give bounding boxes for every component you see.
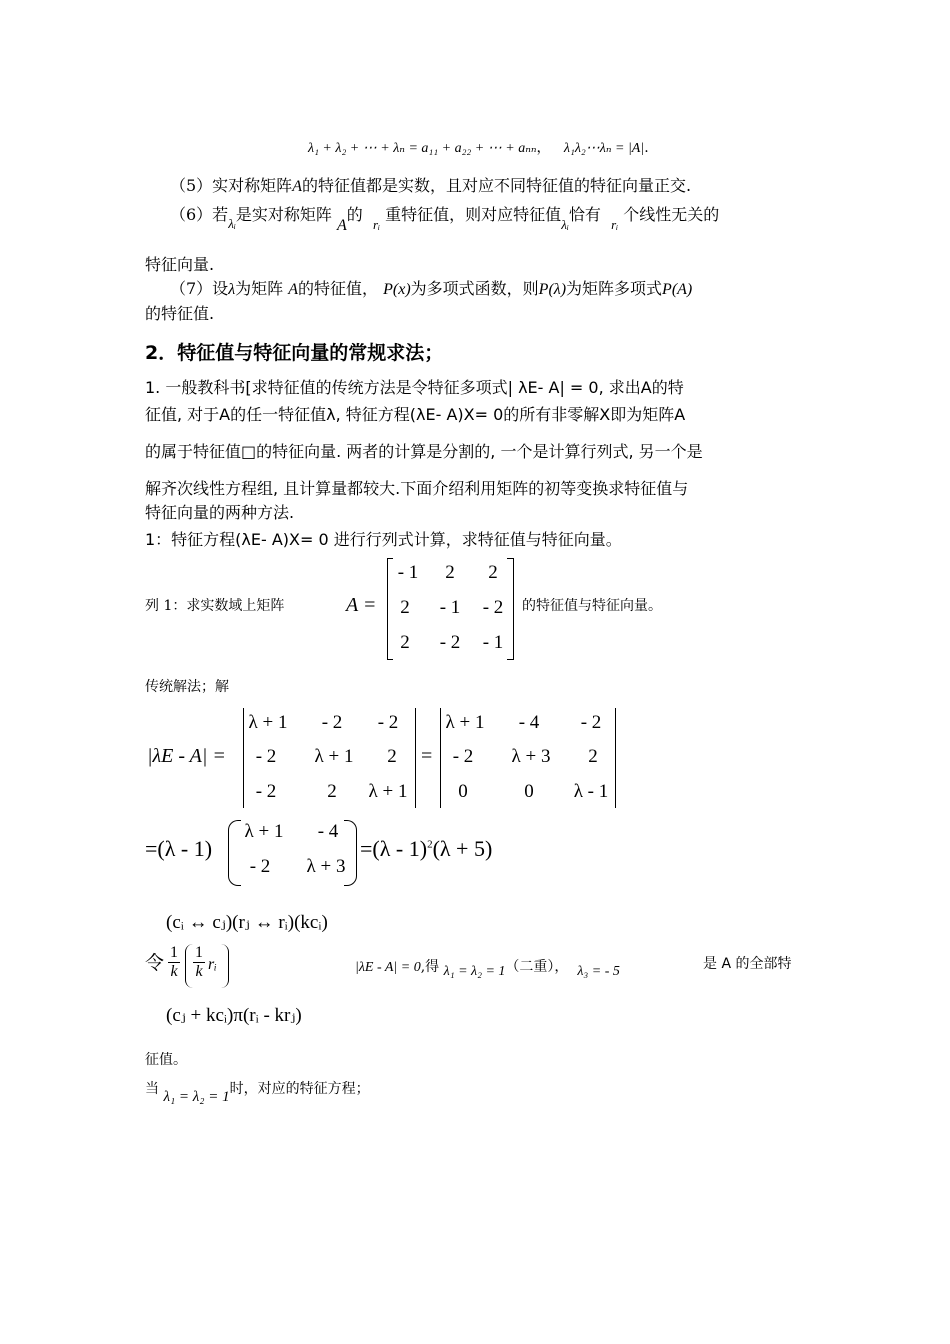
last-dang: 当 bbox=[145, 1081, 159, 1097]
para1-line1: 1. 一般教科书[求特征值的传统方法是令特征多项式| λE- A| = 0, 求出A的特 bbox=[145, 378, 684, 397]
property-7-line2: 的特征值. bbox=[145, 304, 215, 323]
m22: - 1 bbox=[439, 597, 461, 618]
frac-paren bbox=[185, 944, 229, 988]
p6-text-b: 是实对称矩阵 bbox=[235, 205, 332, 224]
p7-text-a: （7）设 bbox=[170, 279, 229, 298]
d1-21: - 2 bbox=[255, 746, 277, 767]
m12: 2 bbox=[445, 562, 455, 583]
example-matrix bbox=[393, 560, 513, 660]
method-1: 1：特征方程(λE- A)X= 0 进行行列式计算，求特征值与特征向量。 bbox=[145, 530, 622, 549]
last-lambda12: λ₁ = λ₂ = 1 bbox=[163, 1089, 230, 1105]
det2-matrix bbox=[443, 710, 618, 810]
bracket-bot-r bbox=[507, 659, 513, 660]
op-line1: (cᵢ ↔ cⱼ)(rⱼ ↔ rᵢ)(kcᵢ) bbox=[166, 912, 328, 933]
m23: - 2 bbox=[482, 597, 504, 618]
last-tail: 时，对应的特征方程； bbox=[229, 1081, 370, 1097]
solution-label: 传统解法；解 bbox=[145, 679, 229, 695]
p6-lambda: λᵢ bbox=[228, 216, 236, 231]
example-matrix-right-bracket bbox=[513, 558, 514, 660]
p6-text-c: 的 bbox=[346, 205, 363, 224]
para1-line5: 特征向量的两种方法. bbox=[145, 503, 295, 522]
p7-text-e: 为矩阵多项式 bbox=[566, 279, 663, 298]
p7-lambda: λ bbox=[228, 281, 236, 298]
p6-text-f: 个线性无关的 bbox=[623, 205, 720, 224]
p6-text-d: 重特征值，则对应特征值 bbox=[385, 205, 562, 224]
m13: 2 bbox=[488, 562, 498, 583]
ri-symbol: rᵢ bbox=[208, 956, 217, 973]
result-line bbox=[355, 956, 620, 979]
p7-text-c: 的特征值， bbox=[298, 279, 379, 298]
d2-11: λ + 1 bbox=[445, 712, 485, 733]
formula-dot: . bbox=[644, 140, 649, 156]
frac1-num: 1 bbox=[170, 944, 178, 961]
p7-text-b: 为矩阵 bbox=[235, 279, 284, 298]
s12: - 4 bbox=[317, 821, 339, 842]
det2-right-bar bbox=[615, 708, 616, 808]
p7-matrix-symbol: A bbox=[288, 281, 299, 298]
det1-right-bar bbox=[415, 708, 416, 808]
example-lhs: A = bbox=[346, 594, 377, 616]
last-line bbox=[145, 1078, 370, 1105]
p5-rest: 的特征值都是实数，且对应不同特征值的特征向量正交. bbox=[301, 176, 692, 195]
property-5 bbox=[170, 173, 691, 196]
bracket-top-l bbox=[387, 558, 393, 559]
line3-result bbox=[360, 836, 492, 862]
para1-line4: 解齐次线性方程组, 且计算量都较大.下面介绍利用矩阵的初等变换求特征值与 bbox=[145, 479, 689, 498]
frac2-den: k bbox=[195, 963, 203, 980]
small-matrix bbox=[240, 819, 350, 885]
d2-33: λ - 1 bbox=[573, 781, 609, 802]
line3-left: =(λ - 1) bbox=[145, 836, 213, 861]
frac2 bbox=[193, 944, 205, 981]
p6-text-e: 恰有 bbox=[568, 205, 601, 224]
det1-matrix bbox=[246, 710, 416, 810]
d2-32: 0 bbox=[524, 781, 534, 802]
d1-23: 2 bbox=[387, 746, 397, 767]
d2-31: 0 bbox=[458, 781, 468, 802]
d1-12: - 2 bbox=[321, 712, 343, 733]
trace-formula: λ₁ + λ₂ + ⋯ + λₙ = a₁₁ + a₂₂ + ⋯ + aₙₙ bbox=[308, 141, 537, 156]
d2-22: λ + 3 bbox=[511, 746, 551, 767]
example-prefix: 列 1：求实数域上矩阵 bbox=[145, 598, 285, 614]
p7-Px: P(x) bbox=[383, 281, 411, 298]
line3-factor2: (λ + 5) bbox=[432, 836, 493, 861]
m31: 2 bbox=[400, 632, 410, 653]
p5-matrix-symbol: A bbox=[292, 178, 302, 195]
top-formula bbox=[308, 137, 649, 157]
property-7 bbox=[170, 276, 692, 299]
op-line3: (cⱼ + kcᵢ)π(rᵢ - krⱼ) bbox=[166, 1005, 302, 1026]
det-equals: = bbox=[421, 745, 433, 767]
para1-line3: 的属于特征值□的特征向量. 两者的计算是分割的, 一个是计算行列式, 另一个是 bbox=[145, 442, 703, 461]
s22: λ + 3 bbox=[306, 856, 346, 877]
p5-text: （5）实对称矩阵 bbox=[170, 176, 293, 195]
line3-exponent: 2 bbox=[427, 838, 433, 851]
p7-text-d: 为多项式函数，则 bbox=[410, 279, 539, 298]
p6-r-2: rᵢ bbox=[611, 217, 619, 232]
s21: - 2 bbox=[249, 856, 271, 877]
result-de: ,得 bbox=[420, 959, 440, 975]
d2-23: 2 bbox=[588, 746, 598, 767]
formula-comma: ， bbox=[536, 140, 551, 156]
p6-lambda-2: λᵢ bbox=[561, 217, 569, 232]
property-6-line2: 特征向量. bbox=[145, 255, 215, 274]
d2-12: - 4 bbox=[518, 712, 540, 733]
d1-13: - 2 bbox=[377, 712, 399, 733]
p6-r: rᵢ bbox=[372, 217, 381, 232]
s11: λ + 1 bbox=[244, 821, 284, 842]
d1-32: 2 bbox=[327, 781, 337, 802]
result-double: （二重）， bbox=[505, 959, 569, 975]
m11: - 1 bbox=[397, 562, 419, 583]
frac1 bbox=[168, 944, 180, 981]
p6-text-a: （6）若 bbox=[170, 205, 229, 224]
p7-Plambda: P(λ) bbox=[538, 281, 567, 298]
line3-factor1: =(λ - 1) bbox=[360, 836, 428, 861]
bracket-top-r bbox=[507, 558, 513, 559]
p6-matrix-symbol: A bbox=[336, 217, 347, 234]
det-lhs: |λE - A| = bbox=[147, 745, 226, 767]
product-formula: λ₁λ₂⋯λₙ = |A| bbox=[563, 141, 645, 156]
result-tail: 是 A 的全部特 bbox=[703, 956, 792, 972]
d1-33: λ + 1 bbox=[368, 781, 408, 802]
d2-21: - 2 bbox=[452, 746, 474, 767]
frac2-num: 1 bbox=[195, 944, 203, 961]
m21: 2 bbox=[400, 597, 410, 618]
property-6 bbox=[170, 202, 720, 234]
result-line2: 征值。 bbox=[145, 1052, 187, 1068]
d2-13: - 2 bbox=[580, 712, 602, 733]
result-lambda12: λ₁ = λ₂ = 1 bbox=[443, 964, 506, 979]
example-suffix: 的特征值与特征向量。 bbox=[522, 598, 662, 614]
para1-line2: 征值, 对于A的任一特征值λ, 特征方程(λE- A)X= 0的所有非零解X即为矩阵A bbox=[145, 405, 686, 424]
frac1-den: k bbox=[170, 963, 178, 980]
d1-11: λ + 1 bbox=[248, 712, 288, 733]
m32: - 2 bbox=[439, 632, 461, 653]
result-det-eq: |λE - A| = 0 bbox=[355, 960, 421, 975]
d1-22: λ + 1 bbox=[314, 746, 354, 767]
m33: - 1 bbox=[482, 632, 504, 653]
ling-label: 令 bbox=[145, 952, 165, 974]
result-lambda3: λ₃ = - 5 bbox=[577, 964, 620, 979]
p7-PA: P(A) bbox=[662, 281, 693, 298]
d1-31: - 2 bbox=[255, 781, 277, 802]
small-mat-right-paren bbox=[344, 820, 357, 886]
section-2-title: 2．特征值与特征向量的常规求法； bbox=[145, 342, 444, 364]
